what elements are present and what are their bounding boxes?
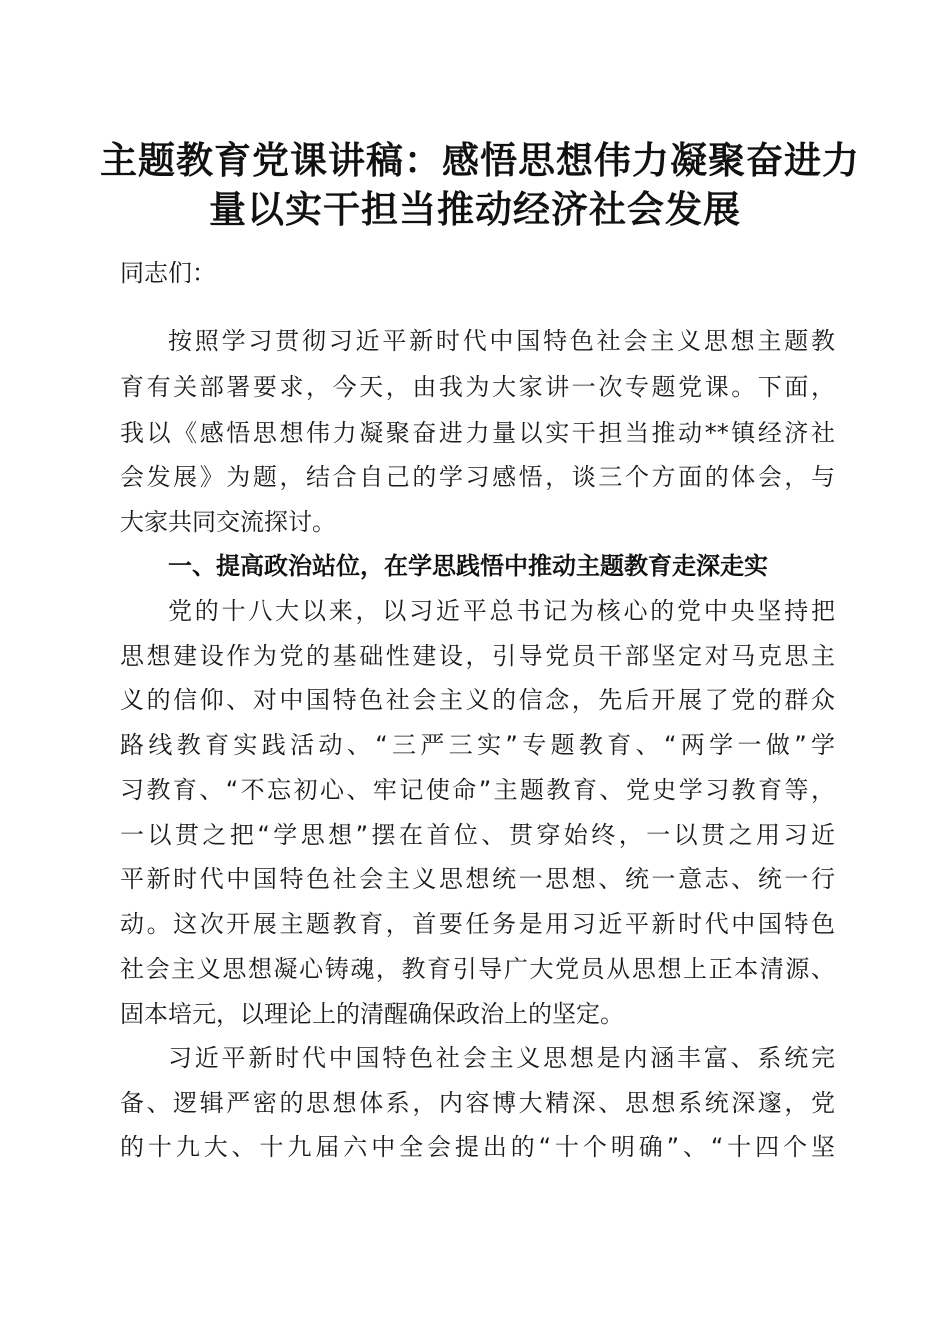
- paragraph-2-line: 义的信仰、对中国特色社会主义的信念，先后开展了党的群众: [120, 686, 835, 714]
- paragraph-2-line: 习教育、“不忘初心、牢记使命”主题教育、党史学习教育等，: [120, 776, 835, 804]
- title-line-1: 主题教育党课讲稿：感悟思想伟力凝聚奋进力: [100, 138, 860, 182]
- paragraph-1-line: 育有关部署要求，今天，由我为大家讲一次专题党课。下面，: [120, 373, 835, 401]
- title-line-2: 量以实干担当推动经济社会发展: [209, 187, 741, 231]
- paragraph-1-line: 大家共同交流探讨。: [120, 508, 336, 536]
- paragraph-2-line: 路线教育实践活动、“三严三实”专题教育、“两学一做”学: [120, 731, 835, 759]
- paragraph-2-line: 思想建设作为党的基础性建设，引导党员干部坚定对马克思主: [120, 642, 835, 670]
- section-1-heading: 一、提高政治站位，在学思践悟中推动主题教育走深走实: [168, 552, 768, 580]
- paragraph-1-line: 我以《感悟思想伟力凝聚奋进力量以实干担当推动**镇经济社: [120, 419, 835, 447]
- paragraph-2-line: 平新时代中国特色社会主义思想统一思想、统一意志、统一行: [120, 865, 835, 893]
- paragraph-2-line: 党的十八大以来，以习近平总书记为核心的党中央坚持把: [168, 597, 835, 625]
- paragraph-2-line: 社会主义思想凝心铸魂，教育引导广大党员从思想上正本清源、: [120, 955, 835, 983]
- paragraph-2-line: 一以贯之把“学思想”摆在首位、贯穿始终，一以贯之用习近: [120, 821, 835, 849]
- paragraph-2-line: 固本培元，以理论上的清醒确保政治上的坚定。: [120, 1000, 624, 1028]
- paragraph-3-line: 习近平新时代中国特色社会主义思想是内涵丰富、系统完: [168, 1044, 835, 1072]
- paragraph-2-line: 动。这次开展主题教育，首要任务是用习近平新时代中国特色: [120, 910, 835, 938]
- paragraph-1-line: 会发展》为题，结合自己的学习感悟，谈三个方面的体会，与: [120, 463, 835, 491]
- salutation: 同志们：: [120, 259, 216, 287]
- paragraph-3-line: 备、逻辑严密的思想体系，内容博大精深、思想系统深邃，党: [120, 1089, 835, 1117]
- paragraph-3-line: 的十九大、十九届六中全会提出的“十个明确”、“十四个坚: [120, 1133, 835, 1161]
- paragraph-1-line: 按照学习贯彻习近平新时代中国特色社会主义思想主题教: [168, 327, 835, 355]
